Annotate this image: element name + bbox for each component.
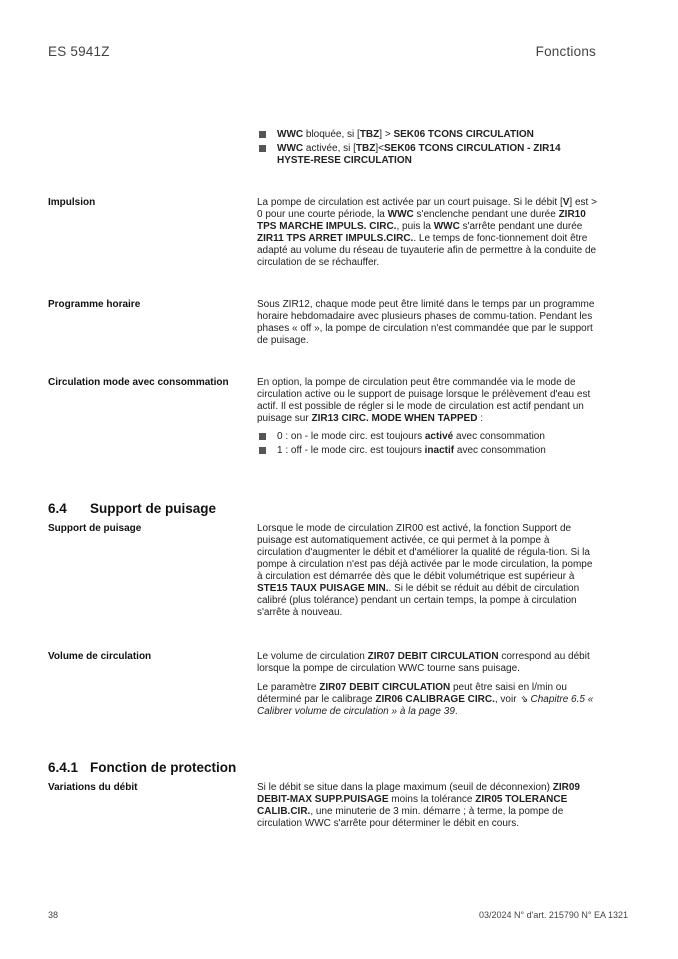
term: WWC — [277, 129, 304, 140]
chapter-6-5-link[interactable]: Chapitre 6.5 « Calibrer volume de circulation » à la page 39 — [257, 694, 594, 717]
label-circulation-mode: Circulation mode avec consommation — [48, 377, 229, 388]
top-bullets-block — [257, 129, 597, 169]
label-variations-debit: Variations du débit — [48, 782, 138, 793]
section-heading-6-4: 6.4 Support de puisage — [48, 501, 217, 516]
list-item: 1 : off - le mode circ. est toujours inactif avec consommation — [257, 445, 597, 457]
term: SEK06 TCONS CIRCULATION - ZIR14 HYSTE-RESE CIRCULATION — [277, 143, 561, 166]
top-bullet-list — [257, 129, 597, 167]
term: TBZ — [359, 129, 380, 140]
header-doc-id: ES 5941Z — [48, 44, 110, 59]
text: activée, si [ — [303, 143, 356, 154]
label-volume-circulation: Volume de circulation — [48, 651, 152, 662]
text: ] > — [379, 129, 394, 140]
label-programme-horaire: Programme horaire — [48, 299, 141, 310]
list-item — [257, 129, 597, 141]
variations-text: Si le débit se situe dans la plage maximum (seuil de déconnexion) ZIR09 DEBIT-MAX SUPP.PUISAGE moins la tolérance ZIR05 TOLERANCE CALIB.CIR., une minuterie de 3 min. démarre ; à terme, la pompe de circulation WWC s'arrête pour déterminer le débit en cours. — [257, 782, 580, 829]
impulsion-text: La pompe de circulation est activée par un court puisage. Si le débit [V] est > 0 pour une courte période, la WWC s'enclenche pendant une durée ZIR10 TPS MARCHE IMPULS. CIRC., puis la WWC s'arrête pendant une durée ZIR11 TPS ARRET IMPULS.CIRC.. Le temps de fonc-tionnement doit être adapté au volume du réseau de tuyauterie afin de permettre à la conduite de circulation de se réchauffer. — [257, 197, 597, 268]
page-number: 38 — [48, 910, 59, 920]
text: bloquée, si [ — [303, 129, 360, 140]
section-heading-6-4-1: 6.4.1 Fonction de protection — [48, 760, 237, 775]
term: SEK06 TCONS CIRCULATION — [393, 129, 534, 140]
chapter-link-icon: ⇘ — [519, 694, 531, 705]
term: TBZ — [355, 143, 376, 154]
label-impulsion: Impulsion — [48, 197, 96, 208]
programme-text: Sous ZIR12, chaque mode peut être limité dans le temps par un programme horaire hebdomadaire avec plusieurs phases de commu-tation. Pendant les phases « off », la pompe de circulation n'est commandée que par le support de puisage. — [257, 299, 595, 346]
support-text: Lorsque le mode de circulation ZIR00 est activé, la fonction Support de puisage est automatiquement activée, ce qui permet à la pompe à circulation d'augmenter le débit et d'améliorer la qualité de régula-tion. Si la pompe à circulation n'est pas déjà activée par le mode circulation, la pompe à circulation est démarrée dès que le débit volumétrique est supérieur à STE15 TAUX PUISAGE MIN.. Si le débit se réduit au débit de circulation calibré (plus tolérance) pendant un certain temps, la pompe à circulation s'arrête à nouveau. — [257, 523, 593, 618]
circulation-text: En option, la pompe de circulation peut être commandée via le mode de circulation active ou le support de puisage lorsque le prélèvement d'eau est actif. Il est possible de régler si le mode de circulation est actif pendant un puisage sur ZIR13 CIRC. MODE WHEN TAPPED : 0 : on - le mode circ. est toujours activé avec consommation 1 : off - le mode circ. est toujours inactif avec consommation — [257, 377, 597, 459]
circulation-bullet-list — [257, 431, 597, 457]
header-section: Fonctions — [535, 44, 596, 59]
term: WWC — [277, 143, 304, 154]
list-item: 0 : on - le mode circ. est toujours activé avec consommation — [257, 431, 597, 443]
list-item — [257, 143, 597, 167]
footer-doc-info: 03/2024 N° d'art. 215790 N° EA 1321 — [478, 910, 628, 920]
volume-text: Le volume de circulation ZIR07 DEBIT CIRCULATION correspond au débit lorsque la pompe de circulation WWC tourne sans puisage. Le paramètre ZIR07 DEBIT CIRCULATION peut être saisi en l/min ou déterminé par le calibrage ZIR06 CALIBRAGE CIRC., voir ⇘ Chapitre 6.5 « Calibrer volume de circulation » à la page 39. — [257, 651, 594, 717]
text: ]< — [375, 143, 384, 154]
label-support-de-puisage: Support de puisage — [48, 523, 142, 534]
